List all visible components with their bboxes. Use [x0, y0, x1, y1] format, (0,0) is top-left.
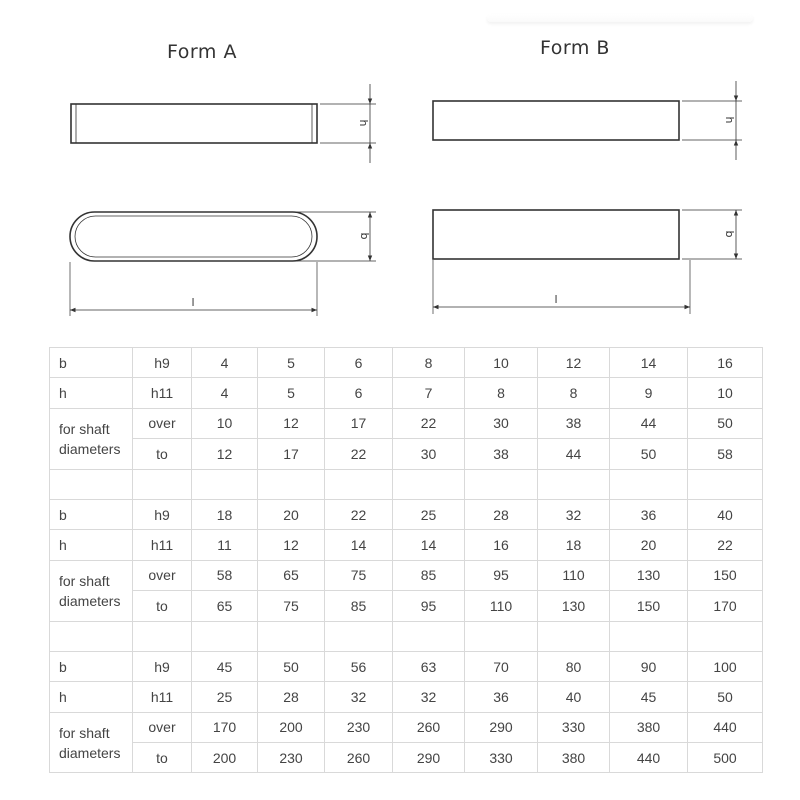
- table-row-shaft-over: [50, 712, 763, 742]
- empty-cell: [610, 469, 688, 499]
- row-label-b: b: [50, 651, 133, 681]
- form-b-l-dimension-label: l: [554, 293, 558, 306]
- empty-cell: [192, 621, 258, 651]
- empty-cell: [258, 469, 325, 499]
- cell-over-value: 17: [325, 408, 393, 438]
- cell-to-value: 30: [393, 439, 465, 469]
- cell-over-value: 290: [465, 712, 538, 742]
- cell-to-value: 150: [610, 591, 688, 621]
- cell-b-value: 5: [258, 348, 325, 378]
- cell-over-value: 75: [325, 560, 393, 590]
- cell-over-value: 130: [610, 560, 688, 590]
- cell-b-value: 18: [192, 499, 258, 529]
- cell-over-value: 10: [192, 408, 258, 438]
- cell-h-value: 10: [688, 378, 763, 408]
- cell-h-value: 32: [393, 682, 465, 712]
- cell-b-value: 50: [258, 651, 325, 681]
- cell-b-value: 40: [688, 499, 763, 529]
- cell-over-value: 95: [465, 560, 538, 590]
- cell-h-value: 11: [192, 530, 258, 560]
- table-row-b: [50, 348, 763, 378]
- label-over: over: [133, 408, 192, 438]
- cell-b-value: 90: [610, 651, 688, 681]
- cell-h-value: 8: [465, 378, 538, 408]
- row-label-shaft-diameters: for shaft diameters: [50, 712, 133, 773]
- table-row-b: [50, 651, 763, 681]
- table-row-b: [50, 499, 763, 529]
- cell-to-value: 330: [465, 743, 538, 773]
- cell-h-value: 9: [610, 378, 688, 408]
- cell-h-value: 20: [610, 530, 688, 560]
- cell-to-value: 290: [393, 743, 465, 773]
- tolerance-b: h9: [133, 348, 192, 378]
- cell-h-value: 4: [192, 378, 258, 408]
- cell-to-value: 230: [258, 743, 325, 773]
- table-row-h: [50, 530, 763, 560]
- empty-cell: [258, 621, 325, 651]
- empty-cell: [50, 621, 133, 651]
- cell-over-value: 85: [393, 560, 465, 590]
- empty-cell: [325, 621, 393, 651]
- cell-to-value: 95: [393, 591, 465, 621]
- row-label-shaft-diameters: for shaft diameters: [50, 408, 133, 469]
- table-spacer-row: [50, 621, 763, 651]
- empty-cell: [393, 621, 465, 651]
- cell-to-value: 50: [610, 439, 688, 469]
- cell-b-value: 22: [325, 499, 393, 529]
- cell-to-value: 75: [258, 591, 325, 621]
- cell-over-value: 380: [610, 712, 688, 742]
- cell-b-value: 36: [610, 499, 688, 529]
- cell-to-value: 200: [192, 743, 258, 773]
- row-label-b: b: [50, 499, 133, 529]
- cell-to-value: 44: [538, 439, 610, 469]
- form-a-title: Form A: [167, 41, 237, 63]
- cell-to-value: 110: [465, 591, 538, 621]
- table-row-shaft-to: [50, 743, 763, 773]
- empty-cell: [688, 469, 763, 499]
- cell-over-value: 440: [688, 712, 763, 742]
- cell-h-value: 6: [325, 378, 393, 408]
- cell-over-value: 230: [325, 712, 393, 742]
- form-b-title: Form B: [540, 37, 610, 59]
- cell-b-value: 20: [258, 499, 325, 529]
- cell-b-value: 70: [465, 651, 538, 681]
- form-a-l-dimension-label: l: [191, 296, 195, 309]
- table-row-shaft-to: [50, 439, 763, 469]
- empty-cell: [133, 469, 192, 499]
- cell-over-value: 50: [688, 408, 763, 438]
- cell-h-value: 50: [688, 682, 763, 712]
- cell-over-value: 260: [393, 712, 465, 742]
- tolerance-b: h9: [133, 499, 192, 529]
- cell-b-value: 80: [538, 651, 610, 681]
- form-a-h-dimension-label: h: [357, 119, 370, 127]
- empty-cell: [465, 469, 538, 499]
- cell-h-value: 16: [465, 530, 538, 560]
- form-a-side-view: [71, 84, 376, 163]
- cell-to-value: 58: [688, 439, 763, 469]
- cell-b-value: 4: [192, 348, 258, 378]
- cell-to-value: 380: [538, 743, 610, 773]
- cell-over-value: 38: [538, 408, 610, 438]
- cell-h-value: 25: [192, 682, 258, 712]
- cell-to-value: 440: [610, 743, 688, 773]
- cell-over-value: 200: [258, 712, 325, 742]
- cell-h-value: 45: [610, 682, 688, 712]
- cell-h-value: 18: [538, 530, 610, 560]
- cell-b-value: 100: [688, 651, 763, 681]
- cell-to-value: 22: [325, 439, 393, 469]
- cell-h-value: 14: [325, 530, 393, 560]
- cell-h-value: 14: [393, 530, 465, 560]
- cell-to-value: 38: [465, 439, 538, 469]
- cell-b-value: 28: [465, 499, 538, 529]
- cell-h-value: 32: [325, 682, 393, 712]
- cell-b-value: 10: [465, 348, 538, 378]
- empty-cell: [538, 621, 610, 651]
- empty-cell: [393, 469, 465, 499]
- cell-over-value: 58: [192, 560, 258, 590]
- cell-b-value: 16: [688, 348, 763, 378]
- tolerance-h: h11: [133, 378, 192, 408]
- empty-cell: [688, 621, 763, 651]
- cell-b-value: 8: [393, 348, 465, 378]
- cell-h-value: 8: [538, 378, 610, 408]
- cell-h-value: 22: [688, 530, 763, 560]
- form-b-side-view: [433, 81, 742, 160]
- cell-over-value: 44: [610, 408, 688, 438]
- table-row-shaft-to: [50, 591, 763, 621]
- empty-cell: [325, 469, 393, 499]
- label-to: to: [133, 439, 192, 469]
- cell-over-value: 22: [393, 408, 465, 438]
- cell-to-value: 17: [258, 439, 325, 469]
- table-row-h: [50, 378, 763, 408]
- label-to: to: [133, 743, 192, 773]
- cell-to-value: 170: [688, 591, 763, 621]
- cell-over-value: 12: [258, 408, 325, 438]
- row-label-b: b: [50, 348, 133, 378]
- row-label-shaft-diameters: for shaft diameters: [50, 560, 133, 621]
- tolerance-b: h9: [133, 651, 192, 681]
- cell-to-value: 12: [192, 439, 258, 469]
- cell-b-value: 32: [538, 499, 610, 529]
- tolerance-h: h11: [133, 530, 192, 560]
- row-label-h: h: [50, 378, 133, 408]
- table-row-shaft-over: [50, 560, 763, 590]
- cell-to-value: 500: [688, 743, 763, 773]
- cell-to-value: 130: [538, 591, 610, 621]
- cell-to-value: 85: [325, 591, 393, 621]
- empty-cell: [465, 621, 538, 651]
- row-label-h: h: [50, 682, 133, 712]
- cell-b-value: 14: [610, 348, 688, 378]
- cell-over-value: 65: [258, 560, 325, 590]
- cell-h-value: 5: [258, 378, 325, 408]
- cell-h-value: 40: [538, 682, 610, 712]
- form-a-top-view: [70, 212, 376, 316]
- cell-h-value: 28: [258, 682, 325, 712]
- form-b-h-dimension-label: h: [723, 116, 736, 124]
- cell-b-value: 12: [538, 348, 610, 378]
- cell-to-value: 260: [325, 743, 393, 773]
- form-a-b-dimension-label: b: [358, 232, 371, 240]
- label-over: over: [133, 712, 192, 742]
- key-dimensions-table: [49, 347, 763, 773]
- label-to: to: [133, 591, 192, 621]
- empty-cell: [610, 621, 688, 651]
- table-row-shaft-over: [50, 408, 763, 438]
- empty-cell: [50, 469, 133, 499]
- empty-cell: [192, 469, 258, 499]
- tolerance-h: h11: [133, 682, 192, 712]
- table-row-h: [50, 682, 763, 712]
- cell-h-value: 36: [465, 682, 538, 712]
- cell-b-value: 56: [325, 651, 393, 681]
- empty-cell: [538, 469, 610, 499]
- row-label-h: h: [50, 530, 133, 560]
- cell-to-value: 65: [192, 591, 258, 621]
- label-over: over: [133, 560, 192, 590]
- cell-over-value: 170: [192, 712, 258, 742]
- cell-h-value: 7: [393, 378, 465, 408]
- cell-over-value: 330: [538, 712, 610, 742]
- cell-h-value: 12: [258, 530, 325, 560]
- empty-cell: [133, 621, 192, 651]
- table-spacer-row: [50, 469, 763, 499]
- cell-b-value: 63: [393, 651, 465, 681]
- key-dimensions-table-body: [50, 348, 763, 773]
- cell-over-value: 150: [688, 560, 763, 590]
- form-b-top-view: [433, 210, 742, 314]
- cell-over-value: 30: [465, 408, 538, 438]
- cell-b-value: 45: [192, 651, 258, 681]
- cell-over-value: 110: [538, 560, 610, 590]
- form-b-b-dimension-label: b: [723, 230, 736, 238]
- cell-b-value: 6: [325, 348, 393, 378]
- cell-b-value: 25: [393, 499, 465, 529]
- key-forms-drawing: [0, 0, 800, 340]
